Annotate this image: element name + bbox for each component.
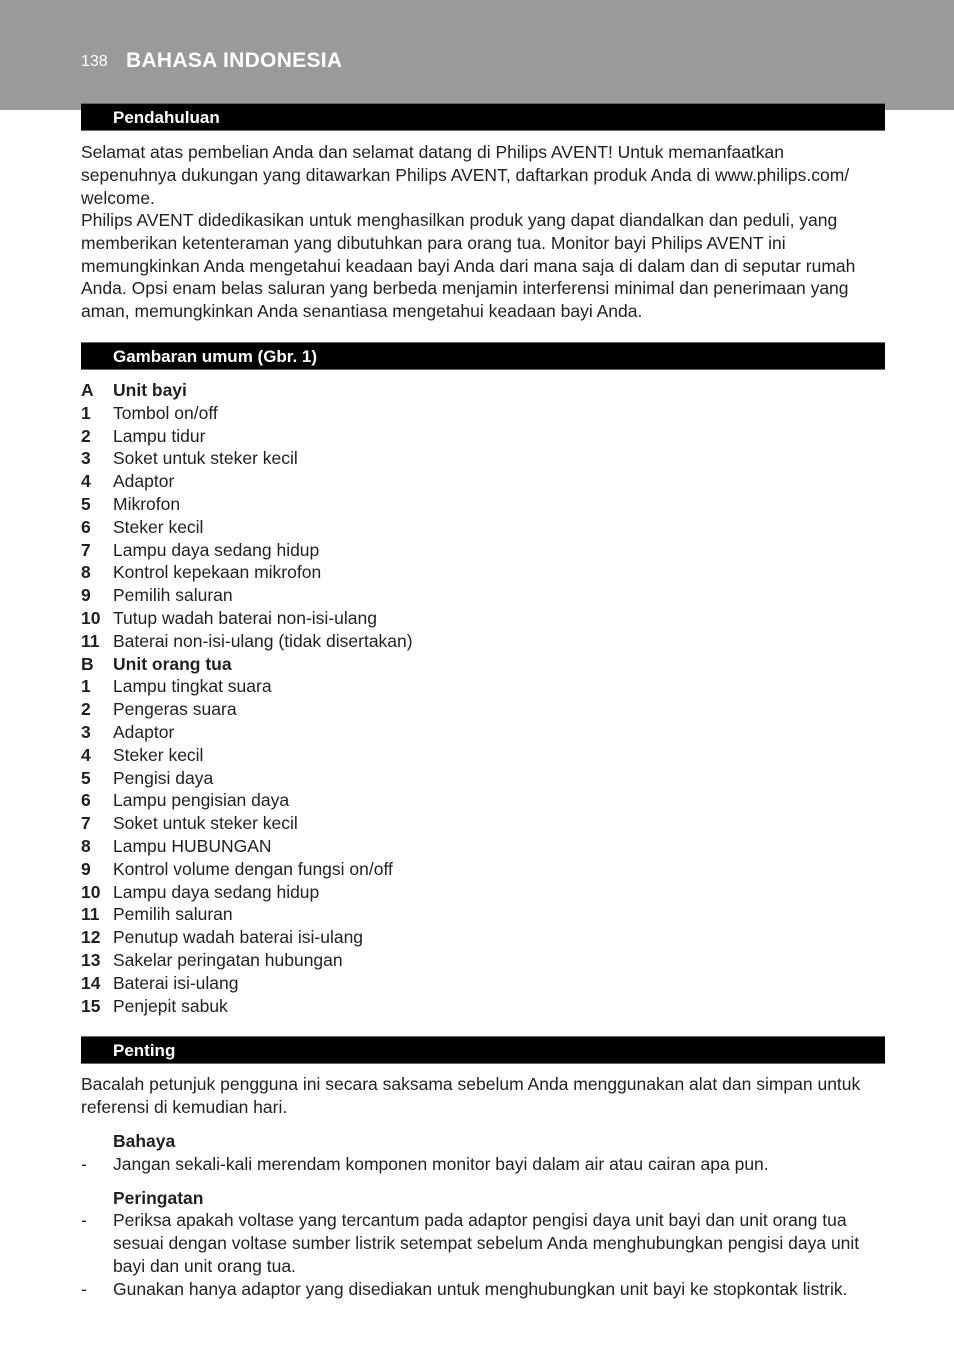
bullet-dash: -: [81, 1154, 87, 1174]
list-item: [81, 447, 881, 470]
list-item-label: Soket untuk steker kecil: [113, 813, 298, 834]
list-item: [81, 470, 881, 493]
list-item: [81, 858, 881, 881]
list-item-key: 11: [81, 630, 100, 651]
list-item-label: Soket untuk steker kecil: [113, 448, 298, 469]
list-item: [81, 789, 881, 812]
list-item-label: Tutup wadah baterai non-isi-ulang: [113, 607, 377, 628]
warning-item-text: Periksa apakah voltase yang tercantum pada adaptor pengisi daya unit bayi dan unit orang tua sesuai dengan voltase sumber listrik setempat sebelum Anda menghubungkan pengisi daya unit bayi dan unit orang tua.: [113, 1210, 860, 1276]
list-item-label: Pemilih saluran: [113, 904, 233, 925]
list-item-key: 11: [81, 904, 100, 925]
list-item-label: Penjepit sabuk: [113, 995, 228, 1016]
list-item: [81, 881, 881, 904]
warning-item-text: Gunakan hanya adaptor yang disediakan untuk menghubungkan unit bayi ke stopkontak listrik.: [113, 1279, 848, 1299]
list-item-label: Pengeras suara: [113, 699, 237, 720]
list-item-label: Steker kecil: [113, 516, 204, 537]
list-item-label: Pengisi daya: [113, 767, 214, 788]
warning-heading: Peringatan: [113, 1188, 204, 1208]
list-item-label: Adaptor: [113, 721, 175, 742]
list-item-label: Unit bayi: [113, 380, 187, 400]
section-heading-overview: [81, 342, 885, 370]
danger-heading: Bahaya: [113, 1131, 176, 1151]
list-item: [81, 744, 881, 767]
list-item-key: 1: [81, 402, 91, 423]
list-item-key: 10: [81, 881, 101, 902]
list-item-label: Lampu tidur: [113, 425, 206, 446]
list-item-label: Adaptor: [113, 471, 175, 492]
list-item-key: 4: [81, 471, 91, 492]
list-item-label: Kontrol kepekaan mikrofon: [113, 562, 322, 583]
list-item-label: Penutup wadah baterai isi-ulang: [113, 927, 364, 948]
list-item: [81, 721, 881, 744]
list-group-heading: [81, 653, 881, 676]
list-item: [81, 561, 881, 584]
important-paragraph: Bacalah petunjuk pengguna ini secara saksama sebelum Anda menggunakan alat dan simpan untuk referensi di kemudian hari.: [81, 1074, 861, 1117]
list-item-key: 13: [81, 949, 101, 970]
header-bar: [0, 0, 954, 110]
list-item-label: Sakelar peringatan hubungan: [113, 949, 343, 970]
list-item: [81, 903, 881, 926]
list-item: [81, 516, 881, 539]
overview-list: [81, 379, 881, 1017]
list-item-label: Kontrol volume dengan fungsi on/off: [113, 858, 393, 879]
list-item-label: Lampu pengisian daya: [113, 790, 290, 811]
danger-item-text: Jangan sekali-kali merendam komponen monitor bayi dalam air atau cairan apa pun.: [113, 1154, 769, 1174]
list-item-key: 9: [81, 585, 91, 606]
list-item: [81, 926, 881, 949]
list-item-key: 5: [81, 493, 91, 514]
list-item-key: 6: [81, 516, 91, 537]
list-item: [81, 767, 881, 790]
list-item-key: 6: [81, 790, 91, 811]
list-item-label: Lampu daya sedang hidup: [113, 881, 320, 902]
bullet-dash: -: [81, 1279, 87, 1299]
language-title: BAHASA INDONESIA: [126, 49, 343, 72]
list-item-label: Steker kecil: [113, 744, 204, 765]
list-item-key: B: [81, 653, 94, 674]
list-item-key: 7: [81, 813, 91, 834]
list-item-key: 7: [81, 539, 91, 560]
list-item-label: Baterai isi-ulang: [113, 972, 239, 993]
section-heading-intro: [81, 103, 885, 131]
list-item: [81, 630, 881, 653]
list-item-key: 14: [81, 972, 101, 993]
list-item: [81, 539, 881, 562]
section-heading-important: [81, 1036, 885, 1064]
list-item-key: 1: [81, 676, 91, 697]
list-item-key: 5: [81, 767, 91, 788]
list-item-label: Baterai non-isi-ulang (tidak disertakan): [113, 630, 413, 651]
list-item: [81, 425, 881, 448]
list-item: [81, 402, 881, 425]
list-item-label: Tombol on/off: [113, 402, 218, 423]
list-item: [81, 995, 881, 1018]
list-item-key: 8: [81, 835, 91, 856]
list-item: [81, 493, 881, 516]
list-item-label: Lampu HUBUNGAN: [113, 835, 272, 856]
list-item-key: 3: [81, 448, 91, 469]
list-item: [81, 698, 881, 721]
list-item: [81, 812, 881, 835]
list-item-key: 3: [81, 721, 91, 742]
intro-paragraph-2: Philips AVENT didedikasikan untuk menghasilkan produk yang dapat diandalkan dan peduli, yang memberikan ketenteraman yang dibutuhkan para orang tua. Monitor bayi Philips AVENT ini memungkinkan Anda mengetahui keadaan bayi Anda dari mana saja di dalam dan di seputar rumah Anda. Opsi enam belas saluran yang berbeda menjamin interferensi minimal dan penerimaan yang aman, memungkinkan Anda senantiasa mengetahui keadaan bayi Anda.: [81, 210, 856, 322]
bullet-dash: -: [81, 1210, 87, 1230]
list-item-label: Lampu tingkat suara: [113, 676, 272, 697]
section-title: Gambaran umum (Gbr. 1): [113, 347, 318, 366]
list-item-key: 2: [81, 699, 91, 720]
list-item-label: Unit orang tua: [113, 653, 232, 674]
intro-paragraph-1: Selamat atas pembelian Anda dan selamat datang di Philips AVENT! Untuk memanfaatkan sepenuhnya dukungan yang ditawarkan Philips AVENT, daftarkan produk Anda di www.philips.com/ welcome.: [81, 142, 850, 208]
section-title: Pendahuluan: [113, 108, 220, 127]
list-item-key: 12: [81, 927, 101, 948]
list-group-heading: [81, 379, 881, 402]
page-number: 138: [81, 53, 108, 70]
list-item-key: 15: [81, 995, 101, 1016]
list-item-key: 4: [81, 744, 91, 765]
list-item-key: A: [81, 380, 94, 400]
list-item: [81, 607, 881, 630]
list-item-key: 2: [81, 425, 91, 446]
list-item-key: 10: [81, 607, 101, 628]
list-item-key: 8: [81, 562, 91, 583]
list-item: [81, 949, 881, 972]
list-item-label: Mikrofon: [113, 493, 181, 514]
list-item-label: Lampu daya sedang hidup: [113, 539, 320, 560]
section-title: Penting: [113, 1041, 176, 1060]
list-item-key: 9: [81, 858, 91, 879]
list-item: [81, 675, 881, 698]
list-item-label: Pemilih saluran: [113, 585, 233, 606]
list-item: [81, 584, 881, 607]
list-item: [81, 835, 881, 858]
list-item: [81, 972, 881, 995]
